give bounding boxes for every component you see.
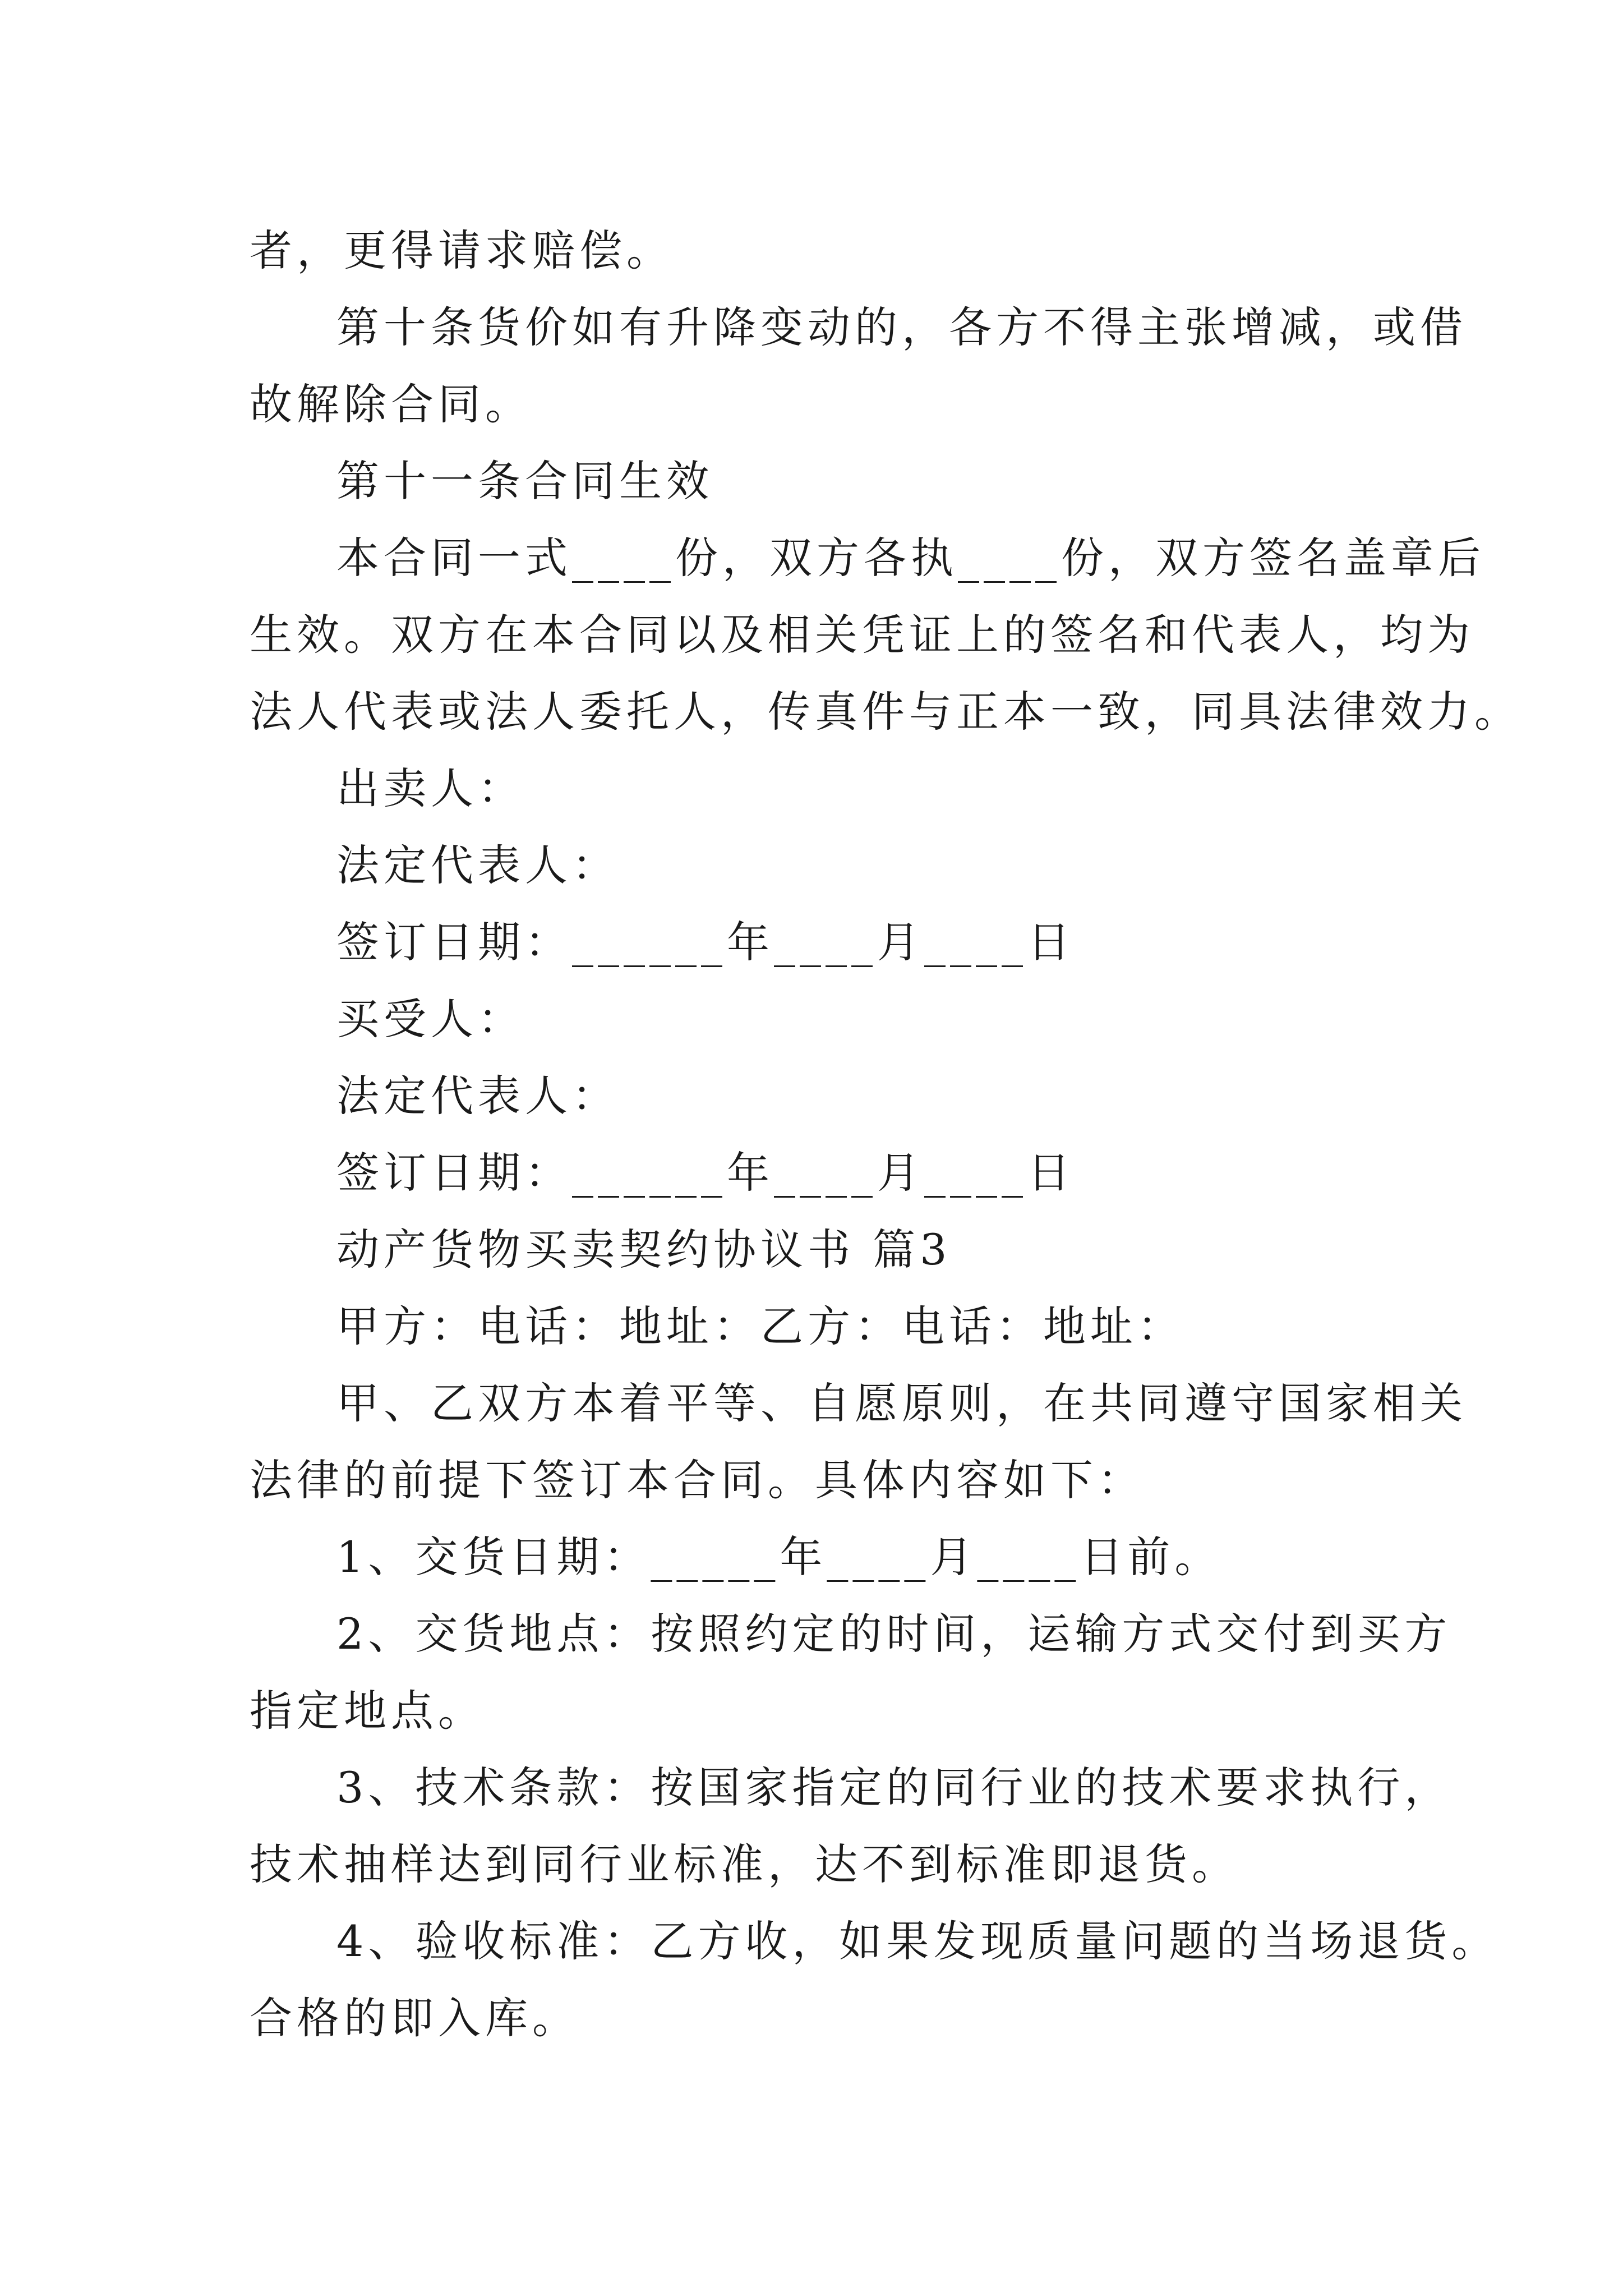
text-line: 技术抽样达到同行业标准，达不到标准即退货。 <box>250 1839 1239 1889</box>
text-line: 法人代表或法人委托人，传真件与正本一致，同具法律效力。 <box>250 687 1521 737</box>
buyer-label: 买受人： <box>336 994 525 1044</box>
section-heading: 第十一条合同生效 <box>336 456 713 506</box>
text-line: 甲、乙双方本着平等、自愿原则，在共同遵守国家相关 <box>336 1378 1467 1428</box>
text-line: 第十条货价如有升降变动的，各方不得主张增减，或借 <box>336 302 1467 352</box>
text-line: 指定地点。 <box>250 1686 485 1736</box>
signing-date: 签订日期：______年____月____日 <box>336 917 1075 967</box>
seller-label: 出卖人： <box>336 763 525 813</box>
document-body <box>250 212 1521 2056</box>
document-title: 动产货物买卖契约协议书 篇3 <box>336 1225 952 1274</box>
text-line: 生效。双方在本合同以及相关凭证上的签名和代表人，均为 <box>250 610 1474 660</box>
legal-representative-label: 法定代表人： <box>336 840 619 890</box>
parties-line: 甲方：电话：地址：乙方：电话：地址： <box>336 1301 1184 1351</box>
text-line: 本合同一式____份，双方各执____份，双方签名盖章后 <box>336 533 1485 583</box>
clause-item: 1、交货日期：_____年____月____日前。 <box>336 1532 1222 1582</box>
text-line: 合格的即入库。 <box>250 1993 579 2043</box>
text-line: 法律的前提下签订本合同。具体内容如下： <box>250 1455 1145 1505</box>
legal-representative-label: 法定代表人： <box>336 1071 619 1121</box>
clause-item: 4、验收标准：乙方收，如果发现质量问题的当场退货。 <box>336 1916 1499 1966</box>
text-line: 者，更得请求赔偿。 <box>250 226 674 275</box>
text-line: 故解除合同。 <box>250 379 532 429</box>
clause-item: 2、交货地点：按照约定的时间，运输方式交付到买方 <box>336 1609 1452 1659</box>
clause-item: 3、技术条款：按国家指定的同行业的技术要求执行， <box>336 1763 1452 1812</box>
signing-date: 签订日期：______年____月____日 <box>336 1148 1075 1198</box>
